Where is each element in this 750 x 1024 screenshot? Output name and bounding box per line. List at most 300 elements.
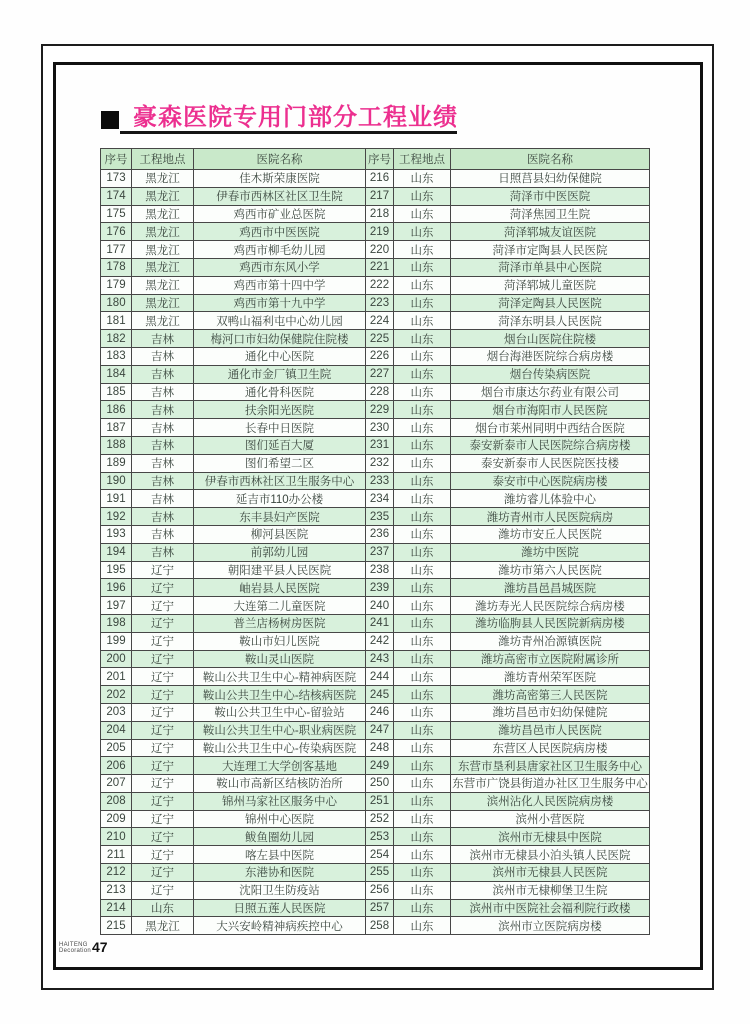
serial-cell: 183 [101, 347, 132, 365]
serial-cell: 214 [101, 899, 132, 917]
hospital-cell: 鞍山公共卫生中心-职业病医院 [194, 721, 366, 739]
table-row [101, 525, 650, 543]
location-cell: 吉林 [132, 365, 194, 383]
projects-table [100, 148, 650, 935]
hospital-cell: 双鸭山福利屯中心幼儿园 [194, 312, 366, 330]
location-cell: 吉林 [132, 347, 194, 365]
table-row [101, 276, 650, 294]
serial-cell: 189 [101, 454, 132, 472]
title-bullet-square-icon [101, 111, 119, 129]
location-cell: 吉林 [132, 330, 194, 348]
table-row [101, 383, 650, 401]
table-row [101, 241, 650, 259]
location-cell: 黑龙江 [132, 170, 194, 188]
serial-cell: 247 [366, 721, 394, 739]
hospital-cell: 滨州小营医院 [451, 810, 650, 828]
hospital-cell: 东营市垦利县唐家社区卫生服务中心 [451, 757, 650, 775]
hospital-cell: 日照五莲人民医院 [194, 899, 366, 917]
table-row [101, 686, 650, 704]
hospital-cell: 鞍山公共卫生中心-精神病医院 [194, 668, 366, 686]
hospital-cell: 滨州市立医院病房楼 [451, 917, 650, 935]
location-cell: 辽宁 [132, 881, 194, 899]
serial-cell: 204 [101, 721, 132, 739]
location-cell: 山东 [394, 365, 451, 383]
serial-cell: 176 [101, 223, 132, 241]
hospital-cell: 菏泽定陶县人民医院 [451, 294, 650, 312]
hospital-cell: 通化骨科医院 [194, 383, 366, 401]
serial-cell: 246 [366, 703, 394, 721]
hospital-cell: 大连第二儿童医院 [194, 597, 366, 615]
serial-cell: 191 [101, 490, 132, 508]
hospital-cell: 潍坊睿儿体验中心 [451, 490, 650, 508]
serial-cell: 253 [366, 828, 394, 846]
hospital-cell: 鞍山灵山医院 [194, 650, 366, 668]
hospital-cell: 鞍山公共卫生中心-结核病医院 [194, 686, 366, 704]
location-cell: 山东 [394, 276, 451, 294]
hospital-cell: 图们延百大厦 [194, 436, 366, 454]
location-cell: 山东 [394, 810, 451, 828]
serial-cell: 254 [366, 846, 394, 864]
serial-cell: 195 [101, 561, 132, 579]
hospital-cell: 烟台海港医院综合病房楼 [451, 347, 650, 365]
hospital-cell: 潍坊临朐县人民医院新病房楼 [451, 614, 650, 632]
table-row [101, 561, 650, 579]
location-cell: 山东 [394, 864, 451, 882]
serial-cell: 242 [366, 632, 394, 650]
hospital-cell: 烟台市康达尔药业有限公司 [451, 383, 650, 401]
serial-cell: 179 [101, 276, 132, 294]
location-cell: 山东 [394, 258, 451, 276]
location-cell: 山东 [394, 632, 451, 650]
projects-table-body [101, 170, 650, 935]
table-row [101, 668, 650, 686]
hospital-cell: 鲅鱼圈幼儿园 [194, 828, 366, 846]
location-cell: 山东 [394, 543, 451, 561]
hospital-cell: 东营市广饶县街道办社区卫生服务中心 [451, 775, 650, 793]
location-cell: 黑龙江 [132, 241, 194, 259]
table-row [101, 775, 650, 793]
location-cell: 山东 [394, 436, 451, 454]
location-cell: 辽宁 [132, 846, 194, 864]
hospital-cell: 烟台传染病医院 [451, 365, 650, 383]
table-row [101, 703, 650, 721]
location-cell: 山东 [394, 312, 451, 330]
serial-cell: 244 [366, 668, 394, 686]
footer [59, 941, 108, 954]
serial-cell: 184 [101, 365, 132, 383]
table-row [101, 864, 650, 882]
serial-cell: 245 [366, 686, 394, 704]
hospital-cell: 烟台山医院住院楼 [451, 330, 650, 348]
table-row [101, 472, 650, 490]
hospital-cell: 鞍山市高新区结核防治所 [194, 775, 366, 793]
serial-cell: 220 [366, 241, 394, 259]
table-row [101, 187, 650, 205]
hospital-cell: 柳河县医院 [194, 525, 366, 543]
hospital-cell: 大连理工大学创客基地 [194, 757, 366, 775]
table-row [101, 223, 650, 241]
hospital-cell: 伊春市西林社区卫生服务中心 [194, 472, 366, 490]
table-row [101, 294, 650, 312]
serial-cell: 178 [101, 258, 132, 276]
location-cell: 黑龙江 [132, 187, 194, 205]
serial-cell: 190 [101, 472, 132, 490]
serial-cell: 234 [366, 490, 394, 508]
table-row [101, 579, 650, 597]
serial-cell: 218 [366, 205, 394, 223]
hospital-cell: 菏泽东明县人民医院 [451, 312, 650, 330]
serial-cell: 199 [101, 632, 132, 650]
hospital-cell: 普兰店杨树房医院 [194, 614, 366, 632]
location-cell: 山东 [394, 187, 451, 205]
location-cell: 山东 [394, 294, 451, 312]
table-row [101, 721, 650, 739]
location-cell: 山东 [394, 739, 451, 757]
location-cell: 山东 [394, 525, 451, 543]
location-cell: 吉林 [132, 436, 194, 454]
serial-cell: 177 [101, 241, 132, 259]
location-cell: 吉林 [132, 401, 194, 419]
page-number: 47 [92, 939, 108, 955]
location-cell: 山东 [394, 223, 451, 241]
serial-cell: 236 [366, 525, 394, 543]
serial-cell: 180 [101, 294, 132, 312]
hospital-cell: 菏泽焦园卫生院 [451, 205, 650, 223]
hospital-cell: 鸡西市东风小学 [194, 258, 366, 276]
location-cell: 山东 [394, 757, 451, 775]
hospital-cell: 图们希望二区 [194, 454, 366, 472]
table-row [101, 365, 650, 383]
header-location-left: 工程地点 [132, 149, 194, 170]
brand-logo [59, 942, 91, 954]
header-hospital-right: 医院名称 [451, 149, 650, 170]
table-row [101, 347, 650, 365]
location-cell: 山东 [394, 614, 451, 632]
location-cell: 辽宁 [132, 561, 194, 579]
hospital-cell: 大兴安岭精神病疾控中心 [194, 917, 366, 935]
serial-cell: 209 [101, 810, 132, 828]
serial-cell: 226 [366, 347, 394, 365]
serial-cell: 194 [101, 543, 132, 561]
table-row [101, 881, 650, 899]
projects-table-header [101, 149, 650, 170]
hospital-cell: 潍坊市安丘人民医院 [451, 525, 650, 543]
serial-cell: 211 [101, 846, 132, 864]
serial-cell: 213 [101, 881, 132, 899]
hospital-cell: 鸡西市矿业总医院 [194, 205, 366, 223]
hospital-cell: 鸡西市第十四中学 [194, 276, 366, 294]
serial-cell: 252 [366, 810, 394, 828]
location-cell: 黑龙江 [132, 205, 194, 223]
hospital-cell: 锦州马家社区服务中心 [194, 792, 366, 810]
hospital-cell: 朝阳建平县人民医院 [194, 561, 366, 579]
hospital-cell: 烟台市海阳市人民医院 [451, 401, 650, 419]
table-row [101, 312, 650, 330]
table-row [101, 490, 650, 508]
hospital-cell: 喀左县中医院 [194, 846, 366, 864]
hospital-cell: 潍坊中医院 [451, 543, 650, 561]
serial-cell: 222 [366, 276, 394, 294]
hospital-cell: 扶余阳光医院 [194, 401, 366, 419]
location-cell: 辽宁 [132, 614, 194, 632]
location-cell: 吉林 [132, 454, 194, 472]
location-cell: 山东 [394, 686, 451, 704]
location-cell: 山东 [394, 561, 451, 579]
hospital-cell: 鸡西市中医医院 [194, 223, 366, 241]
serial-cell: 203 [101, 703, 132, 721]
serial-cell: 188 [101, 436, 132, 454]
serial-cell: 231 [366, 436, 394, 454]
page-title: 豪森医院专用门部分工程业绩 [133, 104, 458, 131]
hospital-cell: 岫岩县人民医院 [194, 579, 366, 597]
hospital-cell: 长春中日医院 [194, 419, 366, 437]
location-cell: 辽宁 [132, 792, 194, 810]
location-cell: 山东 [394, 508, 451, 526]
table-row [101, 917, 650, 935]
table-row [101, 258, 650, 276]
location-cell: 山东 [394, 241, 451, 259]
hospital-cell: 潍坊青州荣军医院 [451, 668, 650, 686]
brand-line2: Decoration [59, 948, 92, 954]
hospital-cell: 佳木斯荣康医院 [194, 170, 366, 188]
hospital-cell: 菏泽市中医医院 [451, 187, 650, 205]
serial-cell: 197 [101, 597, 132, 615]
hospital-cell: 鸡西市柳毛幼儿园 [194, 241, 366, 259]
hospital-cell: 东丰县妇产医院 [194, 508, 366, 526]
hospital-cell: 鞍山公共卫生中心-传染病医院 [194, 739, 366, 757]
serial-cell: 257 [366, 899, 394, 917]
serial-cell: 216 [366, 170, 394, 188]
table-row [101, 454, 650, 472]
hospital-cell: 梅河口市妇幼保健院住院楼 [194, 330, 366, 348]
hospital-cell: 前郭幼儿园 [194, 543, 366, 561]
location-cell: 辽宁 [132, 864, 194, 882]
location-cell: 山东 [394, 775, 451, 793]
table-row [101, 632, 650, 650]
location-cell: 山东 [394, 828, 451, 846]
location-cell: 辽宁 [132, 579, 194, 597]
serial-cell: 229 [366, 401, 394, 419]
serial-cell: 230 [366, 419, 394, 437]
location-cell: 辽宁 [132, 650, 194, 668]
header-hospital-left: 医院名称 [194, 149, 366, 170]
location-cell: 吉林 [132, 490, 194, 508]
hospital-cell: 潍坊寿光人民医院综合病房楼 [451, 597, 650, 615]
table-row [101, 614, 650, 632]
serial-cell: 237 [366, 543, 394, 561]
location-cell: 黑龙江 [132, 917, 194, 935]
location-cell: 山东 [394, 330, 451, 348]
location-cell: 山东 [394, 721, 451, 739]
table-row [101, 810, 650, 828]
serial-cell: 206 [101, 757, 132, 775]
location-cell: 黑龙江 [132, 312, 194, 330]
location-cell: 辽宁 [132, 668, 194, 686]
hospital-cell: 滨州市中医院社会福利院行政楼 [451, 899, 650, 917]
location-cell: 山东 [394, 597, 451, 615]
serial-cell: 174 [101, 187, 132, 205]
hospital-cell: 东港协和医院 [194, 864, 366, 882]
serial-cell: 243 [366, 650, 394, 668]
hospital-cell: 延吉市110办公楼 [194, 490, 366, 508]
serial-cell: 181 [101, 312, 132, 330]
hospital-cell: 潍坊高密市立医院附属诊所 [451, 650, 650, 668]
serial-cell: 200 [101, 650, 132, 668]
table-row [101, 508, 650, 526]
table-row [101, 401, 650, 419]
hospital-cell: 菏泽市单县中心医院 [451, 258, 650, 276]
location-cell: 山东 [132, 899, 194, 917]
serial-cell: 240 [366, 597, 394, 615]
serial-cell: 198 [101, 614, 132, 632]
serial-cell: 228 [366, 383, 394, 401]
location-cell: 吉林 [132, 472, 194, 490]
serial-cell: 208 [101, 792, 132, 810]
serial-cell: 187 [101, 419, 132, 437]
serial-cell: 186 [101, 401, 132, 419]
hospital-cell: 东营区人民医院病房楼 [451, 739, 650, 757]
location-cell: 山东 [394, 703, 451, 721]
location-cell: 山东 [394, 579, 451, 597]
location-cell: 吉林 [132, 508, 194, 526]
location-cell: 山东 [394, 881, 451, 899]
table-row [101, 757, 650, 775]
table-row [101, 846, 650, 864]
hospital-cell: 日照莒县妇幼保健院 [451, 170, 650, 188]
table-row [101, 330, 650, 348]
table-row [101, 650, 650, 668]
hospital-cell: 泰安新泰市人民医院医技楼 [451, 454, 650, 472]
hospital-cell: 烟台市莱州同明中西结合医院 [451, 419, 650, 437]
hospital-cell: 滨州市无棣县小泊头镇人民医院 [451, 846, 650, 864]
serial-cell: 215 [101, 917, 132, 935]
serial-cell: 241 [366, 614, 394, 632]
serial-cell: 232 [366, 454, 394, 472]
hospital-cell: 伊春市西林区社区卫生院 [194, 187, 366, 205]
hospital-cell: 潍坊昌邑市妇幼保健院 [451, 703, 650, 721]
table-row [101, 205, 650, 223]
location-cell: 辽宁 [132, 775, 194, 793]
serial-cell: 233 [366, 472, 394, 490]
serial-cell: 175 [101, 205, 132, 223]
serial-cell: 185 [101, 383, 132, 401]
serial-cell: 221 [366, 258, 394, 276]
serial-cell: 193 [101, 525, 132, 543]
location-cell: 辽宁 [132, 721, 194, 739]
hospital-cell: 滨州市无棣柳堡卫生院 [451, 881, 650, 899]
table-row [101, 899, 650, 917]
location-cell: 山东 [394, 401, 451, 419]
serial-cell: 223 [366, 294, 394, 312]
location-cell: 辽宁 [132, 828, 194, 846]
hospital-cell: 潍坊青州市人民医院病房 [451, 508, 650, 526]
serial-cell: 192 [101, 508, 132, 526]
location-cell: 山东 [394, 917, 451, 935]
location-cell: 辽宁 [132, 703, 194, 721]
hospital-cell: 菏泽郓城友谊医院 [451, 223, 650, 241]
hospital-cell: 鸡西市第十九中学 [194, 294, 366, 312]
serial-cell: 239 [366, 579, 394, 597]
location-cell: 黑龙江 [132, 223, 194, 241]
serial-cell: 248 [366, 739, 394, 757]
serial-cell: 205 [101, 739, 132, 757]
location-cell: 辽宁 [132, 757, 194, 775]
location-cell: 山东 [394, 205, 451, 223]
location-cell: 山东 [394, 792, 451, 810]
serial-cell: 256 [366, 881, 394, 899]
hospital-cell: 锦州中心医院 [194, 810, 366, 828]
hospital-cell: 沈阳卫生防疫站 [194, 881, 366, 899]
hospital-cell: 潍坊昌邑昌城医院 [451, 579, 650, 597]
hospital-cell: 菏泽郓城儿童医院 [451, 276, 650, 294]
location-cell: 吉林 [132, 525, 194, 543]
location-cell: 山东 [394, 347, 451, 365]
serial-cell: 227 [366, 365, 394, 383]
serial-cell: 173 [101, 170, 132, 188]
table-row [101, 597, 650, 615]
serial-cell: 251 [366, 792, 394, 810]
hospital-cell: 滨州市无棣县人民医院 [451, 864, 650, 882]
location-cell: 山东 [394, 899, 451, 917]
header-serial-left: 序号 [101, 149, 132, 170]
hospital-cell: 通化市金厂镇卫生院 [194, 365, 366, 383]
table-row [101, 436, 650, 454]
table-row [101, 543, 650, 561]
serial-cell: 250 [366, 775, 394, 793]
hospital-cell: 鞍山公共卫生中心-留验站 [194, 703, 366, 721]
serial-cell: 212 [101, 864, 132, 882]
hospital-cell: 潍坊青州冶源镇医院 [451, 632, 650, 650]
location-cell: 辽宁 [132, 597, 194, 615]
location-cell: 山东 [394, 454, 451, 472]
location-cell: 黑龙江 [132, 294, 194, 312]
header-row [101, 149, 650, 170]
hospital-cell: 潍坊市第六人民医院 [451, 561, 650, 579]
serial-cell: 182 [101, 330, 132, 348]
hospital-cell: 潍坊昌邑市人民医院 [451, 721, 650, 739]
table-row [101, 739, 650, 757]
serial-cell: 249 [366, 757, 394, 775]
location-cell: 山东 [394, 170, 451, 188]
location-cell: 吉林 [132, 383, 194, 401]
serial-cell: 255 [366, 864, 394, 882]
location-cell: 山东 [394, 419, 451, 437]
serial-cell: 258 [366, 917, 394, 935]
brand-line1: HAITENG [59, 942, 88, 948]
title-underline [120, 131, 457, 134]
header-serial-right: 序号 [366, 149, 394, 170]
hospital-cell: 鞍山市妇儿医院 [194, 632, 366, 650]
serial-cell: 219 [366, 223, 394, 241]
location-cell: 黑龙江 [132, 276, 194, 294]
location-cell: 吉林 [132, 419, 194, 437]
serial-cell: 210 [101, 828, 132, 846]
location-cell: 山东 [394, 472, 451, 490]
table-row [101, 419, 650, 437]
serial-cell: 217 [366, 187, 394, 205]
location-cell: 吉林 [132, 543, 194, 561]
hospital-cell: 通化中心医院 [194, 347, 366, 365]
hospital-cell: 泰安市中心医院病房楼 [451, 472, 650, 490]
table-row [101, 170, 650, 188]
location-cell: 辽宁 [132, 686, 194, 704]
serial-cell: 238 [366, 561, 394, 579]
hospital-cell: 滨州市无棣县中医院 [451, 828, 650, 846]
location-cell: 辽宁 [132, 739, 194, 757]
serial-cell: 207 [101, 775, 132, 793]
header-location-right: 工程地点 [394, 149, 451, 170]
serial-cell: 201 [101, 668, 132, 686]
